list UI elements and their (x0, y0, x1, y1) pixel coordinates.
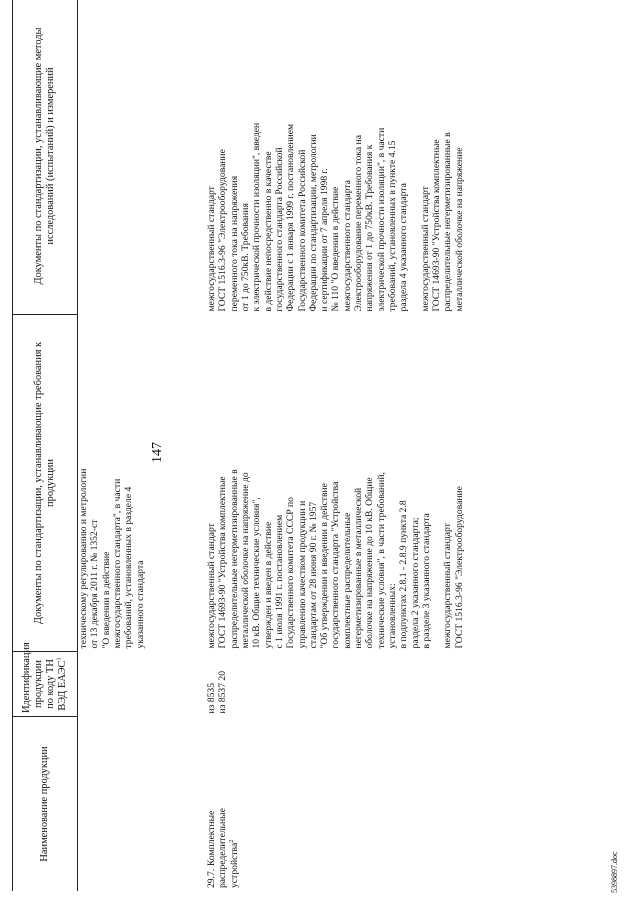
row-product-name-cell (206, 717, 475, 892)
row-standards-line: стандартам от 28 июня 90 г. № 1957 (307, 501, 319, 649)
row-methods-line: переменного тока на напряжения (228, 175, 240, 312)
row-methods-line: Федерации по стандартизации, метрологии (307, 134, 319, 312)
row-methods-line: Федерации с 1 января 1999 г. постановлением (285, 123, 297, 312)
row-standards-line: технические условия", в части требований, (375, 472, 387, 649)
row-standards-line: негерметизированные в металлической (353, 487, 365, 649)
row-methods-line: в действие непосредственно в качестве (262, 151, 274, 312)
continuation-standards-line: указанного стандарта (134, 560, 146, 649)
row-standards-cell (206, 315, 475, 652)
row-methods-line: требований, установленных в пункте 4.15 (387, 140, 398, 312)
row-product-name-line: Комплектные (206, 810, 217, 866)
row-standards-line: ГОСТ 1516.3-96 "Электрооборудование (453, 486, 465, 649)
row-methods-block (206, 1, 410, 312)
row-standards (206, 318, 465, 649)
continuation-standards-cell (78, 315, 207, 652)
row-standards-line: оболочке на напряжение до 10 кВ. Общие (364, 477, 376, 649)
continuation-standards-line: межгосударственного стандарта", в части (111, 478, 123, 649)
row-code-cell (206, 652, 475, 717)
row-methods-line: металлической оболочке на напряжение (453, 147, 465, 312)
row-methods-cell (206, 0, 475, 315)
row-methods-line: государственного стандарта Российской (273, 147, 285, 312)
row-standards-line: комплектные распределительные (341, 512, 353, 649)
row-product-name-line: устройства (228, 842, 240, 888)
row-standards-line: межгосударственный стандарт (442, 523, 454, 649)
row-standards-block (206, 318, 432, 649)
row-methods-line: и сертификации от 7 апреля 1998 г. (319, 168, 331, 312)
row-standards-line: металлической оболочке на напряжение до (239, 472, 251, 649)
row-methods-line: от 1 до 750кВ. Требования (239, 203, 251, 312)
row-methods-line: электрической прочности изоляции", в части (375, 127, 387, 312)
row-methods-line: Электрооборудование переменного тока на (353, 135, 365, 312)
row-standards-line: в подпунктах 2.8.1 - 2.8.9 пункта 2.8 (398, 500, 410, 649)
page-number: 147 (150, 442, 165, 463)
header-code-footnote: 1 (55, 657, 63, 661)
row-standards-line: раздела 2 указанного стандарта; (409, 517, 421, 649)
row-code (206, 655, 229, 714)
row-standards-line: с 1 июля 1991 г. постановлением (273, 514, 285, 649)
row-code-line: из 8537 20 (217, 670, 229, 714)
header-methods-text: Документы по стандартизации, устанавливающие методы исследований (испытаний) и измерений (33, 27, 56, 285)
row-standards-line: межгосударственный стандарт (206, 523, 217, 649)
row-methods-line: напряжения от 1 до 750кВ. Требования к (364, 144, 376, 312)
row-standards-line: утвержден и введен в действие (262, 521, 274, 649)
continuation-methods-cell (78, 0, 207, 315)
row-methods-line: ГОСТ 1516.3-96 "Электрооборудование (217, 149, 229, 312)
row-standards-line: "Об утверждении и введении в действие (319, 483, 331, 649)
continuation-standards-line: требований, установленных в разделе 4 (123, 486, 135, 649)
row-methods-block (420, 1, 465, 312)
row-product-name-line: распределительные (217, 808, 229, 888)
row-methods-line: № 110 "О введении в действие (330, 186, 342, 312)
row-methods-line: межгосударственного стандарта (341, 180, 353, 312)
table-row (206, 0, 475, 891)
continuation-code-cell (78, 652, 207, 717)
continuation-standards-line: техническому регулированию и метрологии (78, 468, 89, 649)
row-standards-block (442, 318, 465, 649)
header-code-text: Идентификация продукции по коду ТН ВЭД ЕАЭС (21, 642, 68, 713)
row-standards-line: государственного стандарта "Устройства (330, 481, 342, 649)
row-methods-line: межгосударственный стандарт (206, 186, 217, 312)
row-methods-line: Государственного комитета Российской (296, 149, 308, 312)
header-methods (13, 0, 78, 315)
table-header-row (13, 0, 78, 891)
row-standards-line: распределительные негерметизированные в (228, 469, 240, 649)
row-methods-line: межгосударственный стандарт (419, 186, 431, 312)
header-product-name (13, 717, 78, 892)
row-standards-line: 10 кВ. Общие технические условия", (251, 497, 263, 649)
row-standards-line: ГОСТ 14693-90 "Устройства комплектные (217, 476, 229, 649)
row-methods-line: к электрической прочности изоляции", введен (251, 122, 263, 312)
standards-table (12, 0, 475, 891)
row-methods-line: ГОСТ 14693-90 "Устройства комплектные (430, 139, 442, 312)
document-id: 5398897.doc (610, 851, 619, 893)
row-number: 29.7. (206, 868, 217, 888)
continuation-standards-text (78, 318, 146, 649)
row-standards-line: в разделе 3 указанного стандарта (420, 513, 432, 649)
row-code-line: из 8535 (206, 682, 217, 714)
continuation-standards-line: "О введении в действие (100, 551, 112, 649)
row-methods-line: раздела 4 указанного стандарта (398, 183, 410, 312)
row-standards-line: Государственного комитета СССР по (285, 497, 297, 649)
continuation-row (78, 0, 207, 891)
row-standards-line: управлению качеством продукции и (296, 500, 308, 649)
header-product-name-text: Наименование продукции (39, 746, 51, 862)
row-methods-line: распределительные негерметизированные в (442, 132, 454, 312)
row-standards-line: установленных: (387, 583, 398, 649)
header-standards-text: Документы по стандартизации, устанавливающие требования к продукции (33, 341, 56, 625)
header-standards (13, 315, 78, 652)
continuation-name-cell (78, 717, 207, 892)
header-code (13, 642, 78, 717)
row-product-name-footnote: 2 (227, 839, 235, 843)
row-methods (206, 1, 465, 312)
continuation-standards-line: от 13 декабря 2011 г. № 1352-ст (89, 519, 101, 649)
